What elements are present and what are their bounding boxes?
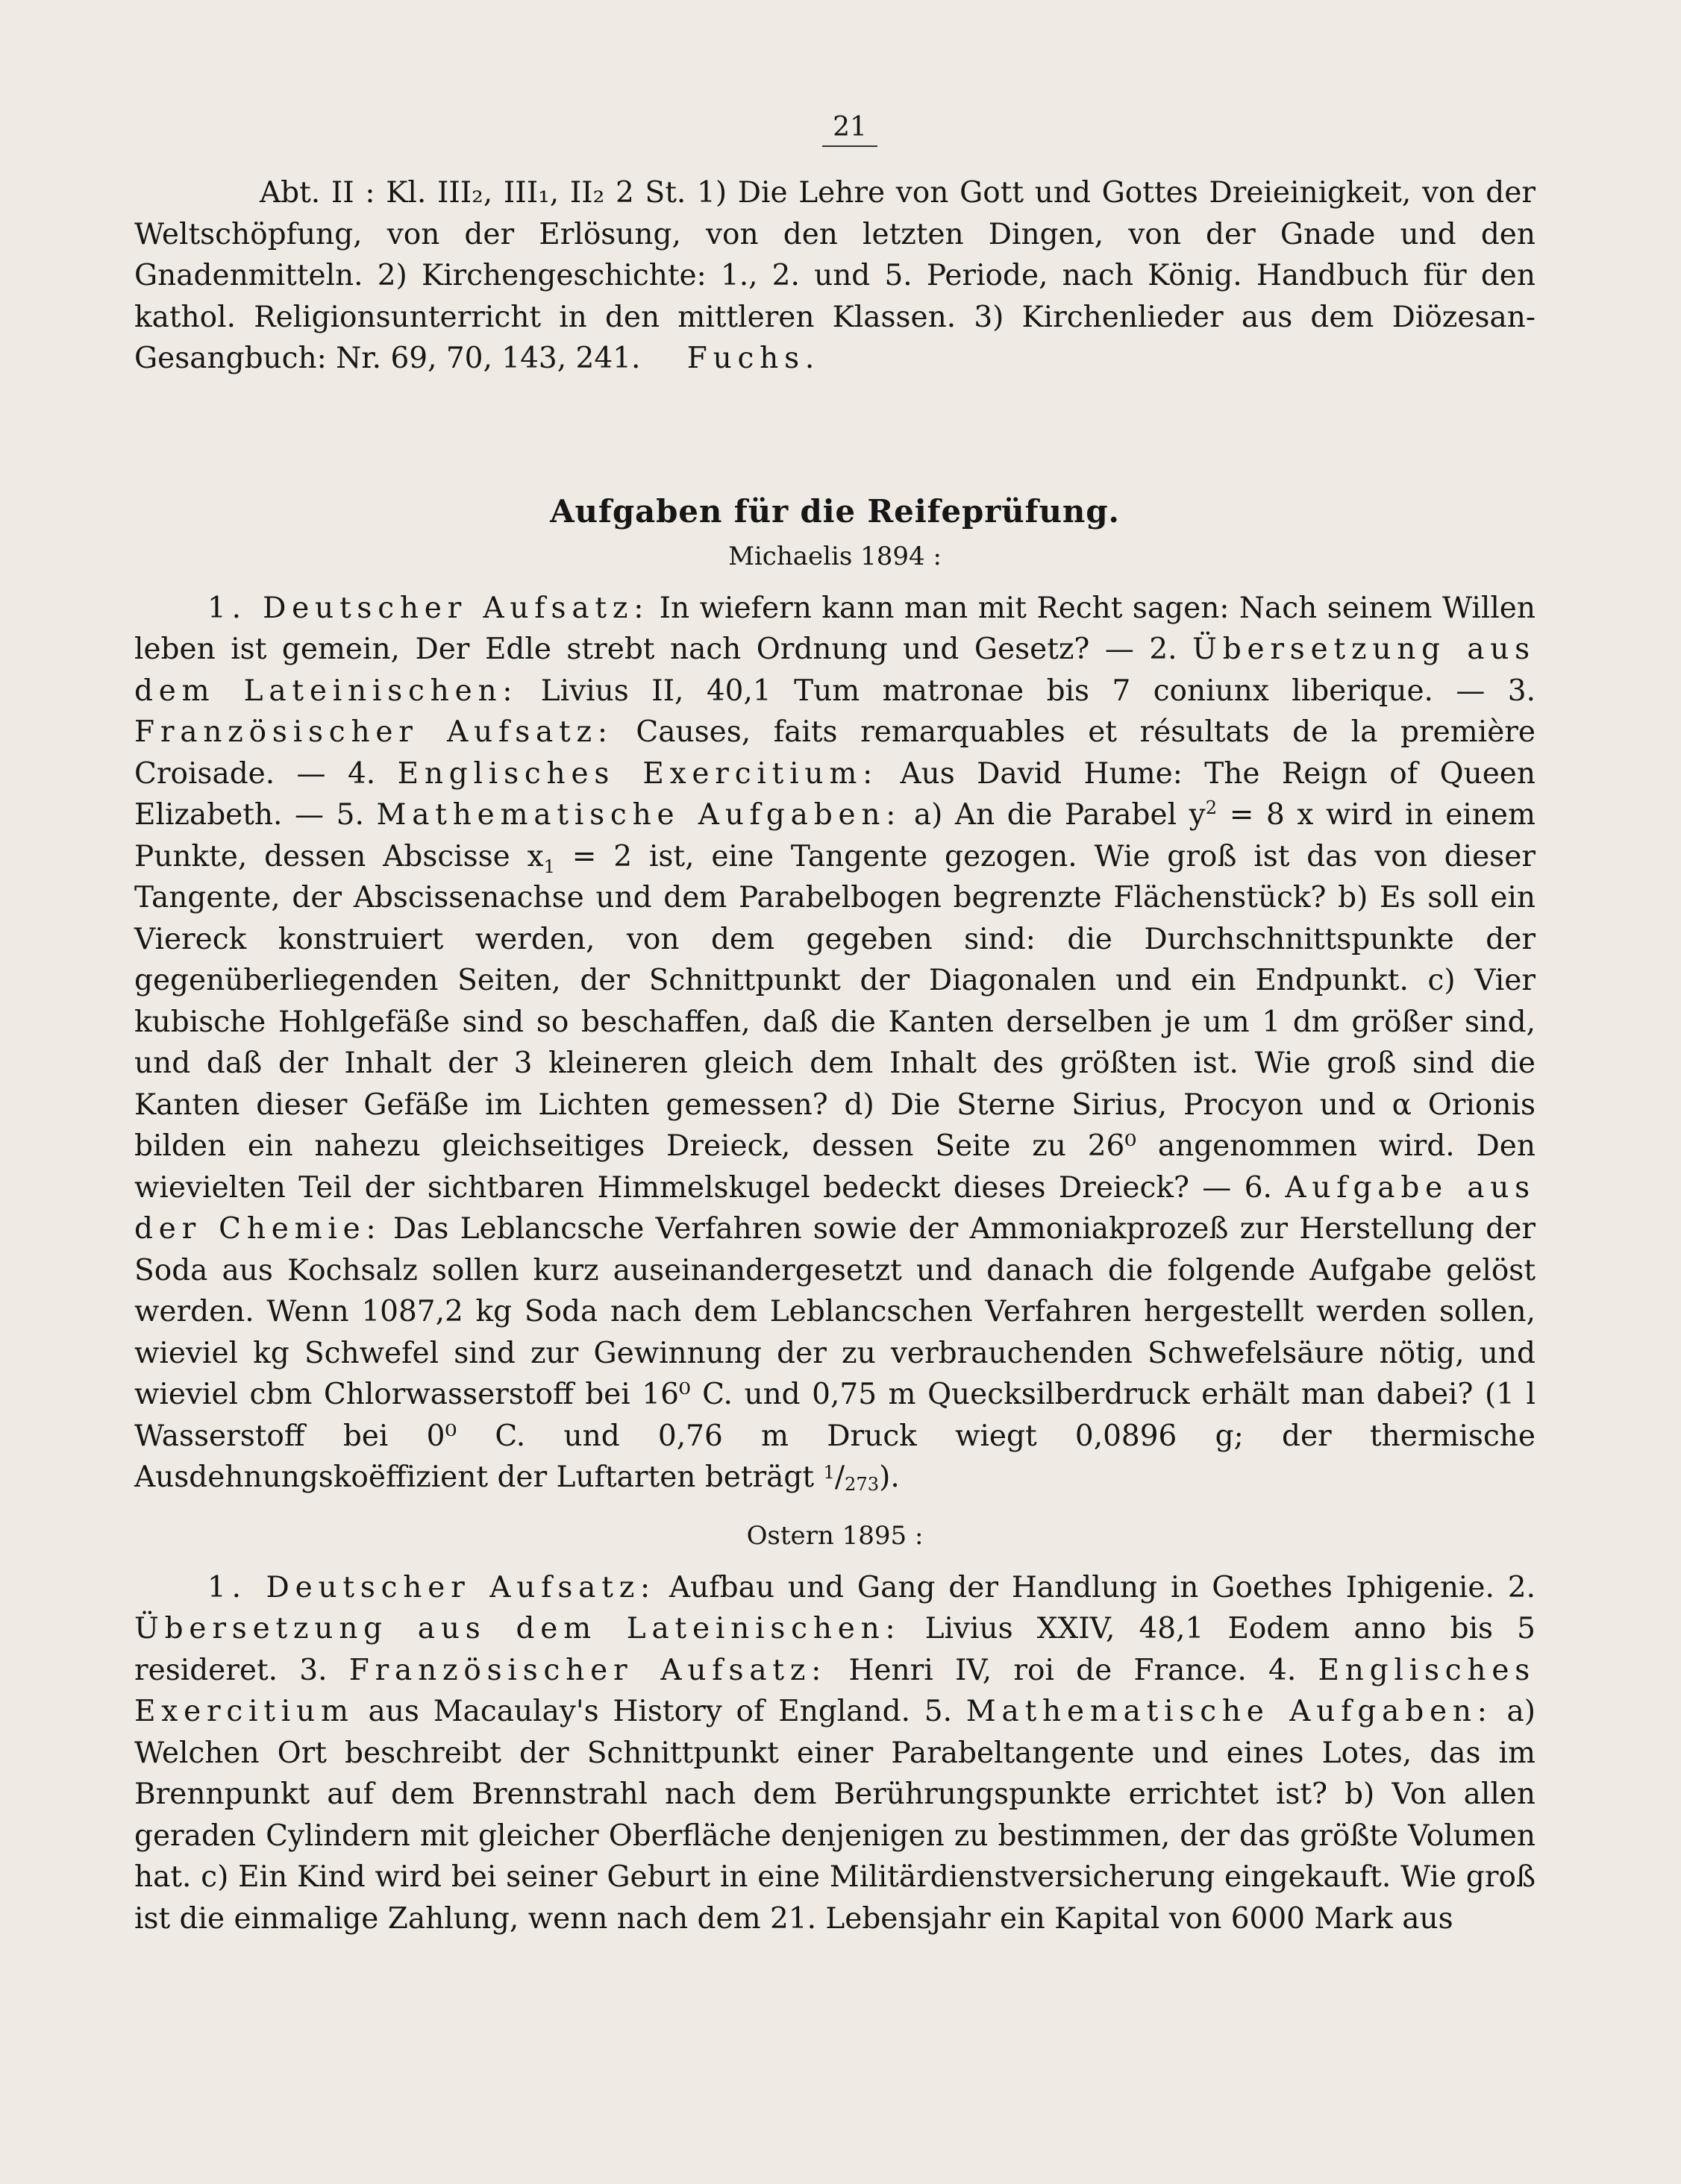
fraction: $^1/_{273}$: [823, 1460, 880, 1495]
section-heading: Aufgaben für die Reifeprüfung.: [550, 492, 1120, 530]
task-german-essay-label: 1. Deutscher Aufsatz:: [207, 591, 650, 625]
subscript: 1: [543, 856, 555, 877]
task-french-label: Französischer Aufsatz:: [348, 1653, 827, 1687]
michaelis-paragraph: [134, 588, 1536, 1499]
abt-label: Abt. II : Kl.: [260, 176, 427, 210]
task-english-text: aus Macaulay's History of England. 5.: [368, 1695, 952, 1728]
task-english-text: Aus David Hume: The Reign of Queen Elizabeth. — 5.: [134, 756, 1536, 832]
task-french-text: Henri IV, roi de France. 4.: [848, 1653, 1297, 1687]
hours: 2 St.: [616, 176, 686, 210]
task-german-essay-text: In wiefern kann man mit Recht sagen: Nach seinem Willen leben ist gemein, Der Edle strebt nach Ordnung und Gesetz? — 2.: [134, 591, 1536, 666]
task-german-essay-label: 1. Deutscher Aufsatz:: [207, 1570, 656, 1604]
task-chemistry-label: Aufgabe aus der Chemie:: [134, 1170, 1536, 1246]
task-french-label: Französischer Aufsatz:: [134, 715, 613, 749]
task-math-label: Mathematische Aufgaben:: [965, 1695, 1493, 1728]
page-number: 21: [149, 112, 1550, 142]
task-latin-text: Livius II, 40,1 Tum matronae bis 7 coniunx liberique. — 3.: [540, 674, 1536, 708]
task-latin-label: Übersetzung aus dem Lateinischen:: [134, 1612, 901, 1645]
task-math-text-a: a) An die Parabel y: [913, 798, 1206, 832]
task-german-essay-text: Aufbau und Gang der Handlung in Goethes Iphigenie. 2.: [669, 1570, 1536, 1604]
date-michaelis: Michaelis 1894 :: [728, 541, 942, 571]
date-ostern: Ostern 1895 :: [746, 1520, 924, 1551]
task-french-text: Causes, faits remarquables et résultats de la première Croisade. — 4.: [134, 715, 1536, 791]
task-english-label: Englisches Exercitium:: [397, 756, 879, 791]
task-chemistry-text: Das Leblancsche Verfahren sowie der Ammoniakprozeß zur Herstellung der Soda aus Kochsalz sollen kurz auseinandergesetzt und danach die folgende Aufgabe gelöst werden. Wenn 1087,2 kg Soda nach dem Leblancschen Verfahren hergestellt werden sollen, wieviel kg Schwefel sind zur Gewinnung der zu verbrauchenden Schwefelsäure nötig, und wieviel cbm Chlorwasserstoff bei 16⁰ C. und 0,75 m Quecksilberdruck erhält man dabei? (1 l Wasserstoff bei 0⁰ C. und 0,76 m Druck wiegt 0,0896 g; der thermische Ausdehnungskoëffizient der Luftarten beträgt: [134, 1212, 1536, 1494]
exponent: 2: [1205, 797, 1218, 818]
task-math-text-c: = 2 ist, eine Tangente gezogen. Wie groß ist das von dieser Tangente, der Abscissenachse und dem Parabelbogen begrenzte Flächenstück? b) Es soll ein Viereck konstruiert werden, von dem gegeben sind: die Durchschnittspunkte der gegenüberliegenden Seiten, der Schnittpunkt der Diagonalen und ein Endpunkt. c) Vier kubische Hohlgefäße sind so beschaffen, daß die Kanten derselben je um 1 dm größer sind, und daß der Inhalt der 3 kleineren gleich dem Inhalt des größten ist. Wie groß sind die Kanten dieser Gefäße im Lichten gemessen? d) Die Sterne Sirius, Procyon und α Orionis bilden ein nahezu gleichseitiges Dreieck, dessen Seite zu 26⁰ angenommen wird. Den wievielten Teil der sichtbaren Himmelskugel bedeckt dieses Dreieck? — 6.: [134, 839, 1536, 1205]
task-chemistry-text-end: ).: [879, 1460, 900, 1494]
ostern-paragraph: [134, 1567, 1536, 1940]
abt-text: 1) Die Lehre von Gott und Gottes Dreieinigkeit, von der Weltschöpfung, von der Erlösung, von den letzten Dingen, von der Gnade und den Gnadenmitteln. 2) Kirchengeschichte: 1., 2. und 5. Periode, nach König. Handbuch für den kathol. Religionsunterricht in den mittleren Klassen. 3) Kirchenlieder aus dem Diözesan-Gesangbuch: Nr. 69, 70, 143, 241.: [134, 176, 1536, 375]
task-math-label: Mathematische Aufgaben:: [376, 798, 902, 832]
task-latin-text: Livius XXIV, 48,1 Eodem anno bis 5 resideret. 3.: [134, 1612, 1536, 1687]
abt-paragraph: [134, 172, 1536, 380]
task-english-label: Englisches Exercitium: [134, 1653, 1536, 1728]
task-math-text: a) Welchen Ort beschreibt der Schnittpunkt einer Parabeltangente und eines Lotes, das im Brennpunkt auf dem Brennstrahl nach dem Berührungspunkte errichtet ist? b) Von allen geraden Cylindern mit gleicher Oberfläche denjenigen zu bestimmen, der das größte Volumen hat. c) Ein Kind wird bei seiner Geburt in eine Militärdienstversicherung eingekauft. Wie groß ist die einmalige Zahlung, wenn nach dem 21. Lebensjahr ein Kapital von 6000 Mark aus: [134, 1695, 1536, 1936]
task-latin-label: Übersetzung aus dem Lateinischen:: [134, 633, 1536, 708]
teacher-name: Fuchs.: [686, 342, 821, 375]
task-math-text-b: = 8 x wird in einem Punkte, dessen Abscisse x: [134, 798, 1536, 873]
class-codes: III₂, III₁, II₂: [436, 176, 605, 210]
